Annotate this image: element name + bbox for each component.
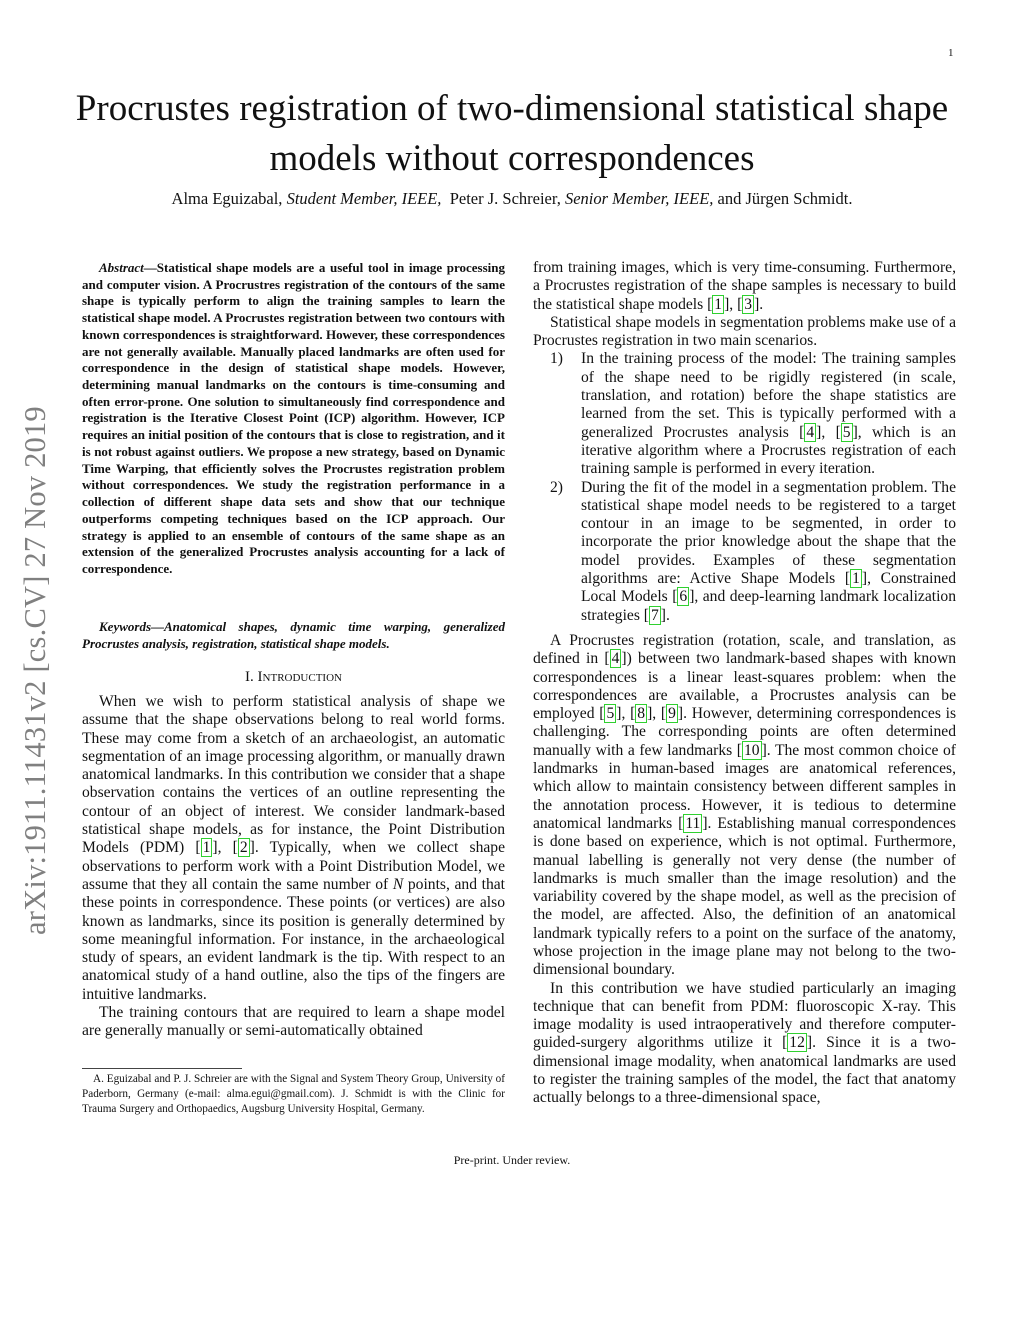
- math-variable: N: [392, 875, 404, 893]
- citation-link[interactable]: 5: [606, 705, 615, 723]
- citation-link[interactable]: 1: [202, 839, 211, 857]
- citation-link[interactable]: 1: [714, 295, 723, 313]
- citation-link[interactable]: 8: [637, 705, 646, 723]
- citation-link[interactable]: 4: [806, 423, 815, 441]
- page-number: 1: [948, 47, 954, 59]
- abstract-text: —Statistical shape models are a useful tool in image processing and computer vision. A Procrustres registration of the contours of the same shape is typically perform to align the training samples to learn the statistical shape model. A Procrustes registration between two contours with known correspondences is straightforward. However, these correspondences are not generally available. Manually placed landmarks are often used for correspondence in the design of statistical shape models. However, determining manual landmarks on the contours is time-consuming and often error-prone. One solution to simultaneously find correspondence and registration is the Iterative Closest Point (ICP) algorithm. However, ICP requires an initial position of the contours that is close to registration, and it is not robust against outliers. We propose a new strategy, based on Dynamic Time Warping, that efficiently solves the Procrustes registration problem without correspondences. We study the registration performance in a collection of different shape data sets and show that our technique outperforms competing techniques based on the ICP approach. Our strategy is applied to an ensemble of contours of the same shape as an extension of the generalized Procrustes analysis accounting for a lack of correspondence.: [82, 260, 505, 576]
- footnote: [82, 1072, 505, 1117]
- citation-link[interactable]: 12: [789, 1034, 805, 1052]
- list-item: [533, 350, 956, 478]
- keywords: [82, 619, 505, 652]
- author-1: Alma Eguizabal,: [171, 189, 283, 208]
- citation-link[interactable]: 1: [852, 570, 860, 588]
- footnote-text: A. Eguizabal and P. J. Schreier are with the Signal and System Theory Group, University of Paderborn, Germany (e-mail: alma.egui@gmail.com). J. Schmidt is with the Clinic for Trauma Surgery and Orthopaedics, Augsburg University Hospital, Germany.: [82, 1073, 505, 1115]
- paragraph: The training contours that are required to learn a shape model are generally manually or semi-automatically obtained: [82, 1004, 505, 1040]
- citation-link[interactable]: 6: [679, 588, 688, 606]
- author-list: [60, 189, 964, 209]
- author-3: and Jürgen Schmidt.: [717, 189, 853, 208]
- citation-link[interactable]: 5: [842, 423, 851, 441]
- arxiv-identifier: arXiv:1911.11431v2 [cs.CV] 27 Nov 2019: [18, 406, 52, 935]
- abstract-label: Abstract: [99, 260, 144, 275]
- citation-link[interactable]: 11: [685, 814, 701, 832]
- author-2: Peter J. Schreier,: [449, 189, 561, 208]
- page-footer: Pre-print. Under review.: [453, 1153, 571, 1167]
- paper-title: Procrustes registration of two-dimensional statistical shape models without correspondences: [75, 88, 949, 179]
- list-number: 2): [550, 478, 563, 496]
- list-item: [533, 479, 956, 625]
- paragraph: A Procrustes registration (rotation, scale, and translation, as defined in [ 4 ]) between two landmark-based shapes with known correspondences is a linear least-squares problem: when the correspondences are available, a Procrustes analysis can be employed [ 5 ], [ 8 ], [ 9 ]. However, determining correspondences is challenging. The corresponding points are often determined manually with a few landmarks [ 10 ]. The most common choice of landmarks in human-based images are anatomical references, which allow to maintain consistency between different samples in the annotation process. However, it is tedious to determine anatomical landmarks [ 11 ]. Establishing manual correspondences is done based on experience, which is not optimal. Furthermore, manual labelling is generally not very dense (the number of landmarks is much smaller than the image resolution) and the variability covered by the shape model, as well as the precision of the model, are affected. Also, the definition of an anatomical landmark typically refers to a point on the surface of the anatomy, whose projection in the image plane may not belong to the two-dimensional boundary.: [533, 631, 957, 979]
- section-title: Introduction: [257, 669, 342, 685]
- paragraph: When we wish to perform statistical analysis of shape we assume that the shape observations belong to real world forms. These may come from a sketch of an archaeologist, an automatic segmentation of an image processing algorithm, or manually drawn anatomical landmarks. In this contribution we consider that a shape observation contains the vertices of an outline representing the contour of an object of interest. We consider landmark-based statistical shape models, as for instance, the Point Distribution Models (PDM) [ 1 ], [ 2 ]. Typically, when we collect shape observations to perform work with a Point Distribution Model, we assume that they all contain the same number of N points, and that these points in correspondence. These points (or vertices) are also known as landmarks, since its position is generally determined by some meaningful information. For instance, in the archaeological study of spears, an evident landmark is the tip. With respect to an anatomical study of a hand outline, also the tips of the fingers are intuitive landmarks.: [82, 693, 506, 1003]
- citation-link[interactable]: 7: [651, 606, 659, 624]
- citation-link[interactable]: 9: [668, 705, 676, 723]
- scenario-list: [533, 350, 956, 624]
- introduction-right: [533, 259, 956, 1108]
- list-text: In the training process of the model: The training samples of the shape need to be rigidly registered (in scale, translation, and rotation) before the shape statistics are learned from the set. This is typically performed with a generalized Procrustes analysis [ 4 ], [ 5 ], which is an iterative algorithm where a Procrustes registration of each training sample is performed in every iteration.: [581, 350, 956, 478]
- list-text: During the fit of the model in a segmentation problem. The statistical shape model needs to be registered to a target contour in an image to be segmented, in order to incorporate the prior knowledge about the shape that the model provides. Examples of these segmentation algorithms are: Active Shape Models [ 1 ], Constrained Local Models [ 6 ], and deep-learning landmark localization strategies [ 7 ].: [581, 478, 957, 624]
- list-number: 1): [550, 350, 563, 368]
- citation-link[interactable]: 4: [611, 650, 620, 668]
- footnote-rule: [82, 1068, 242, 1069]
- citation-link[interactable]: 2: [239, 839, 248, 857]
- author-2-role: Senior Member, IEEE,: [564, 189, 714, 208]
- section-number: I.: [245, 669, 258, 685]
- paragraph: In this contribution we have studied particularly an imaging technique that can benefit from PDM: fluoroscopic X-ray. This image modality is used intraoperatively and therefore computer-guided-surgery algorithms utilize it [ 12 ]. Since it is a two-dimensional image modality, when anatomical landmarks are used to register the training samples of the model, the fact that anatomy actually belongs to a three-dimensional space,: [533, 979, 957, 1107]
- section-heading-introduction: [82, 669, 505, 686]
- paragraph: Statistical shape models in segmentation problems make use of a Procrustes registration in two main scenarios.: [533, 313, 956, 350]
- abstract: [82, 260, 505, 578]
- keywords-text: Keywords—Anatomical shapes, dynamic time warping, generalized Procrustes analysis, registration, statistical shape models.: [82, 619, 505, 651]
- author-1-role: Student Member, IEEE,: [286, 189, 442, 208]
- citation-link[interactable]: 10: [743, 741, 760, 759]
- citation-link[interactable]: 3: [744, 295, 753, 313]
- paragraph: from training images, which is very time-consuming. Furthermore, a Procrustes registration of the shape samples is necessary to build the statistical shape models [ 1 ], [ 3 ].: [533, 259, 956, 313]
- introduction-left: [82, 693, 505, 1041]
